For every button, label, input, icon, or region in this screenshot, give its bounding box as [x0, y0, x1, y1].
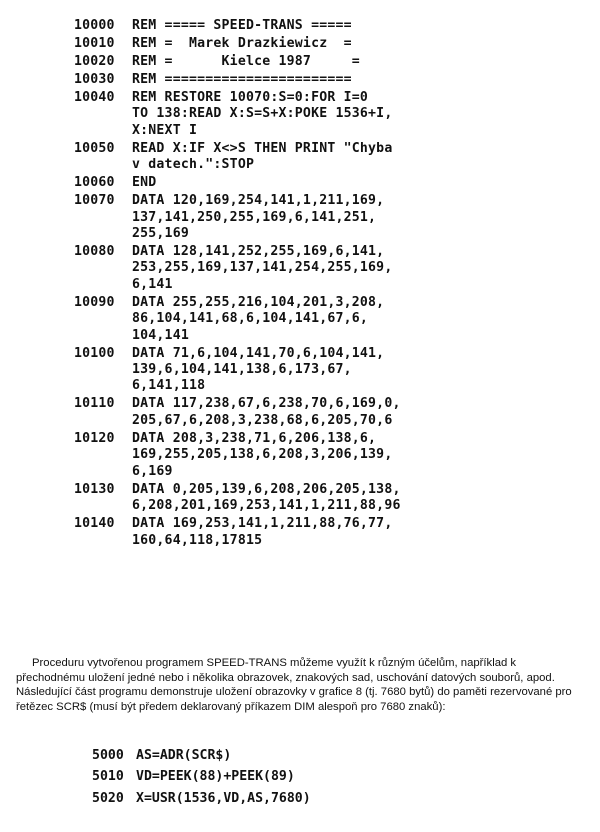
- line-code: VD=PEEK(88)+PEEK(89): [136, 769, 295, 785]
- code-line: [74, 36, 594, 52]
- body-paragraph: Proceduru vytvořenou programem SPEED-TRANS můžeme využít k různým účelům, například k přechodnému uložení jedné nebo i několika obrazovek, znakových sad, uschování datových souborů, apod. Následující část programu demonstruje uložení obrazovky v grafice 8 (tj. 7680 bytů) do paměti rezervované pro řetězec SCR$ (musí být předem deklarovaný příkazem DIM alespoň pro 7680 znaků):: [16, 657, 572, 713]
- line-number: 10110: [74, 396, 115, 412]
- speed-trans-listing: [74, 18, 594, 549]
- line-code: DATA 71,6,104,141,70,6,104,141, 139,6,104,141,138,6,173,67, 6,141,118: [132, 345, 385, 394]
- line-code: END: [132, 175, 157, 191]
- code-line: [74, 482, 594, 515]
- line-number: 10100: [74, 345, 115, 361]
- line-number: 10050: [74, 140, 115, 156]
- line-number: 5020: [92, 790, 124, 806]
- code-line: [74, 193, 594, 242]
- line-code: DATA 0,205,139,6,208,206,205,138, 6,208,201,169,253,141,1,211,88,96: [132, 481, 401, 514]
- line-number: 10010: [74, 36, 115, 51]
- code-line: [74, 72, 594, 88]
- line-code: REM =======================: [132, 72, 352, 87]
- line-number: 10020: [74, 54, 115, 69]
- line-number: 10080: [74, 244, 115, 260]
- line-number: 10040: [74, 90, 115, 105]
- line-number: 10030: [74, 72, 115, 87]
- line-number: 5000: [92, 748, 124, 763]
- code-line: [74, 431, 594, 480]
- code-line: [92, 748, 532, 764]
- line-number: 10130: [74, 481, 115, 497]
- line-code: REM ===== SPEED-TRANS =====: [132, 18, 352, 33]
- line-code: DATA 255,255,216,104,201,3,208, 86,104,141,68,6,104,141,67,6, 104,141: [132, 294, 385, 343]
- line-number: 5010: [92, 769, 124, 785]
- line-number: 10120: [74, 430, 115, 446]
- line-code: REM RESTORE 10070:S=0:FOR I=0 TO 138:READ X:S=S+X:POKE 1536+I, X:NEXT I: [132, 90, 393, 138]
- code-line: [74, 18, 594, 34]
- code-line: [74, 396, 594, 429]
- code-line: [74, 175, 594, 191]
- line-code: DATA 117,238,67,6,238,70,6,169,0, 205,67,6,208,3,238,68,6,205,70,6: [132, 396, 401, 428]
- code-line: [74, 244, 594, 293]
- example-listing: [92, 748, 532, 807]
- line-number: 10070: [74, 193, 115, 209]
- code-line: [74, 90, 594, 139]
- line-number: 10140: [74, 516, 115, 532]
- line-number: 10060: [74, 175, 115, 191]
- line-number: 10090: [74, 294, 115, 310]
- code-line: [74, 54, 594, 70]
- code-line: [92, 769, 532, 785]
- code-line: [74, 516, 594, 549]
- line-code: X=USR(1536,VD,AS,7680): [136, 790, 311, 806]
- line-code: AS=ADR(SCR$): [136, 748, 232, 763]
- line-code: DATA 169,253,141,1,211,88,76,77, 160,64,118,17815: [132, 516, 393, 548]
- code-line: [74, 141, 594, 174]
- line-code: READ X:IF X<>S THEN PRINT "Chyba v datech.":STOP: [132, 140, 393, 173]
- code-line: [74, 346, 594, 395]
- line-code: REM = Marek Drazkiewicz =: [132, 36, 352, 51]
- code-line: [92, 791, 532, 807]
- line-number: 10000: [74, 18, 115, 33]
- line-code: DATA 208,3,238,71,6,206,138,6, 169,255,205,138,6,208,3,206,139, 6,169: [132, 430, 393, 479]
- line-code: DATA 120,169,254,141,1,211,169, 137,141,250,255,169,6,141,251, 255,169: [132, 193, 385, 242]
- code-line: [74, 295, 594, 344]
- line-code: REM = Kielce 1987 =: [132, 54, 360, 69]
- line-code: DATA 128,141,252,255,169,6,141, 253,255,169,137,141,254,255,169, 6,141: [132, 244, 393, 292]
